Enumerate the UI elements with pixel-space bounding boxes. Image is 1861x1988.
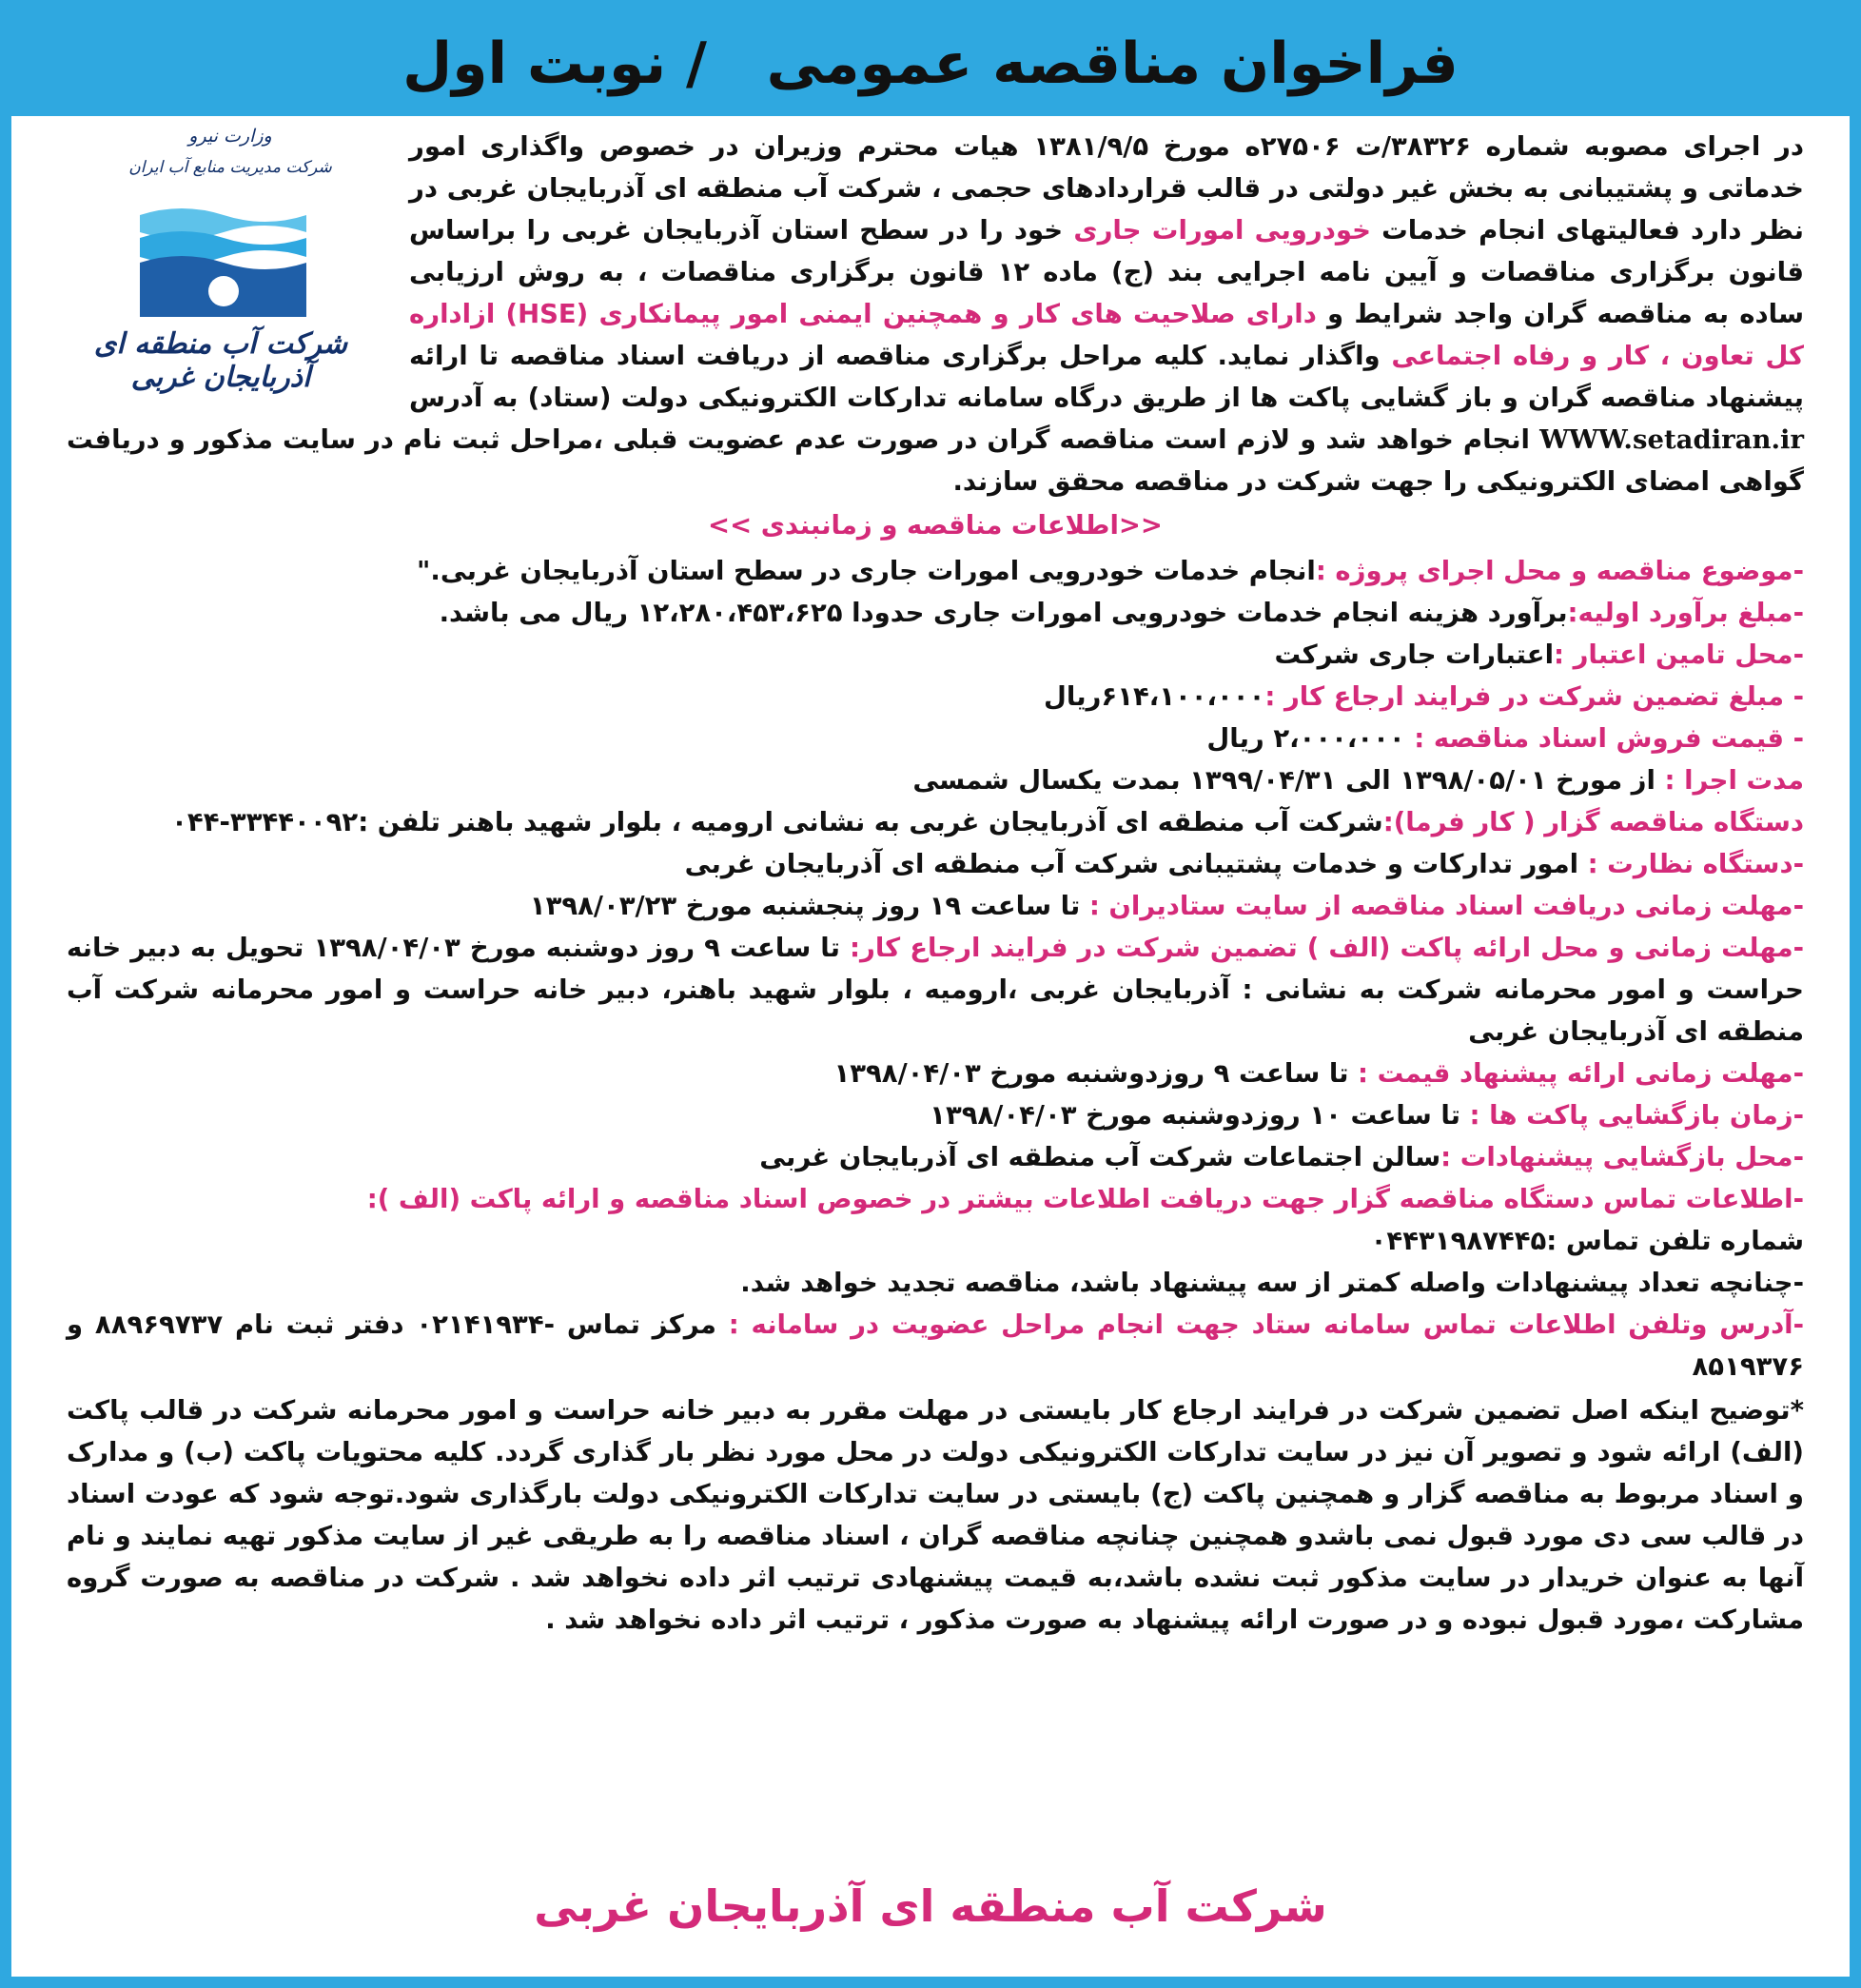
row-value: مرکز تماس -۰۲۱۴۱۹۳۴ دفتر ثبت نام ۸۸۹۶۹۷۳۷ و ۸۵۱۹۳۷۶ bbox=[67, 1309, 1804, 1382]
intro-text-1: در اجرای مصوبه شماره ۳۸۳۲۶/ت ۲۷۵۰۶ه مورخ ۱۳۸۱/۹/۵ هیات محترم وزیران در خصوص واگذاری امور خدماتی و پشتیبانی به بخش غیر دولتی در قالب قراردادهای حجمی ، شرکت آب منطقه ای آذربایجان غربی در نظر دارد فعالیتهای انجام خدمات bbox=[409, 131, 1804, 246]
intro-highlight-service: خودرویی امورات جاری bbox=[1073, 215, 1371, 246]
info-row-funding bbox=[67, 634, 1804, 676]
row-value: تا ساعت ۹ روز دوشنبه مورخ ۱۳۹۸/۰۴/۰۳ تحویل به دبیر خانه حراست و امور محرمانه شرکت به نشانی : آذربایجان غربی ،ارومیه ، بلوار شهید باهنر، دبیر خانه حراست و امور محرمانه شرکت آب منطقه ای آذربایجان غربی bbox=[67, 933, 1804, 1047]
logo-company-text: شرکت آب منطقه ای آذربایجان غربی bbox=[93, 327, 348, 394]
row-label: - مبلغ تضمین شرکت در فرایند ارجاع کار : bbox=[1264, 681, 1804, 712]
row-value: ۶۱۴،۱۰۰،۰۰۰ریال bbox=[1044, 681, 1265, 712]
row-label: -دستگاه نظارت : bbox=[1587, 849, 1804, 879]
logo-parent-company-text: شرکت مدیریت منابع آب ایران bbox=[128, 158, 332, 177]
row-label: -مهلت زمانی و محل ارائه پاکت (الف ) تضمین شرکت در فرایند ارجاع کار: bbox=[850, 933, 1805, 963]
renewal-note: -چنانچه تعداد پیشنهادات واصله کمتر از سه پیشنهاد باشد، مناقصه تجدید خواهد شد. bbox=[740, 1268, 1804, 1298]
info-row-guarantee bbox=[67, 676, 1804, 718]
setad-contact-row bbox=[67, 1304, 1804, 1388]
logo-space bbox=[67, 126, 409, 407]
row-value: ۲،۰۰۰،۰۰۰ ریال bbox=[1206, 723, 1415, 754]
row-label: مدت اجرا : bbox=[1664, 765, 1804, 796]
row-label: دستگاه مناقصه گزار ( کار فرما): bbox=[1382, 807, 1804, 837]
section-heading: <<اطلاعات مناقصه و زمانبندی >> bbox=[708, 510, 1163, 541]
contact-heading: -اطلاعات تماس دستگاه مناقصه گزار جهت دریافت اطلاعات بیشتر در خصوص اسناد مناقصه و ارائه پاکت (الف ): bbox=[366, 1184, 1804, 1214]
info-row-document-price bbox=[67, 718, 1804, 759]
row-label: -آدرس وتلفن اطلاعات تماس سامانه ستاد جهت انجام مراحل عضویت در سامانه : bbox=[728, 1309, 1805, 1340]
info-row-opening-time bbox=[67, 1094, 1804, 1136]
explanation-paragraph: *توضیح اینکه اصل تضمین شرکت در فرایند ارجاع کار بایستی در مهلت مقرر به دبیر خانه حراست و امور محرمانه شرکت در قالب پاکت (الف) ارائه شود و تصویر آن نیز در سایت تدارکات الکترونیکی دولت در محل مورد نظر بار گذاری گردد. کلیه محتویات پاکت (ب) و مدارک و اسناد مربوط به مناقصه گزار و همچنین پاکت (ج) بایستی در سایت تدارکات الکترونیکی دولت بارگذاری شود.توجه شود که عودت اسناد در قالب سی دی مورد قبول نمی باشدو همچنین چنانچه مناقصه گران ، اسناد مناقصه را به طریقی غیر از سایت مذکور تهیه نمایند و نام آنها به عنوان خریدار در سایت مذکور ثبت نشده باشد،به قیمت پیشنهادی ترتیب اثر داده نخواهد شد . شرکت در مناقصه به صورت گروه مشارکت ،مورد قبول نبوده و در صورت ارائه پیشنهاد به صورت مذکور ، ترتیب اثر داده نخواهد شد . bbox=[67, 1395, 1804, 1635]
row-value: اعتبارات جاری شرکت bbox=[1274, 640, 1554, 670]
row-value: امور تدارکات و خدمات پشتیبانی شرکت آب منطقه ای آذربایجان غربی bbox=[684, 849, 1588, 879]
row-value: تا ساعت ۹ روزدوشنبه مورخ ۱۳۹۸/۰۴/۰۳ bbox=[833, 1058, 1359, 1089]
row-label: -مهلت زمانی ارائه پیشنهاد قیمت : bbox=[1358, 1058, 1804, 1089]
info-row-duration bbox=[67, 759, 1804, 801]
row-label: -محل بازگشایی پیشنهادات : bbox=[1440, 1142, 1804, 1172]
row-value: شرکت آب منطقه ای آذربایجان غربی به نشانی ارومیه ، بلوار شهید باهنر تلفن :۳۳۴۴۰۰۹۲-۰۴۴ bbox=[171, 807, 1383, 837]
logo-ministry-text: وزارت نیرو bbox=[188, 126, 272, 147]
row-label: -مهلت زمانی دریافت اسناد مناقصه از سایت ستادیران : bbox=[1088, 891, 1804, 921]
notice-title: فراخوان مناقصه عمومی / نوبت اول bbox=[402, 30, 1459, 97]
title-bar bbox=[11, 11, 1850, 116]
row-value: برآورد هزینه انجام خدمات خودرویی امورات جاری حدودا ۱۲،۲۸۰،۴۵۳،۶۲۵ ریال می باشد. bbox=[439, 598, 1568, 628]
info-row-subject bbox=[67, 550, 1804, 592]
row-label: -زمان بازگشایی پاکت ها : bbox=[1469, 1100, 1804, 1131]
info-row-supervisor bbox=[67, 843, 1804, 885]
notice-body bbox=[67, 126, 1804, 1641]
info-row-bid-deadline bbox=[67, 1053, 1804, 1094]
contact-phone: شماره تلفن تماس :۰۴۴۳۱۹۸۷۴۴۵ bbox=[1370, 1226, 1804, 1256]
info-row-opening-place bbox=[67, 1136, 1804, 1178]
row-value: تا ساعت ۱۰ روزدوشنبه مورخ ۱۳۹۸/۰۴/۰۳ bbox=[930, 1100, 1470, 1131]
intro-highlight-qualification: دارای صلاحیت های کار و همچنین ایمنی امور پیمانکاری (HSE) ازاداره کل تعاون ، کار و رفاه اجتماعی bbox=[409, 299, 1804, 371]
intro-text-3: واگذار نماید. کلیه مراحل برگزاری مناقصه از دریافت اسناد مناقصه تا ارائه پیشنهاد مناقصه گران و باز گشایی پاکت ها از طریق درگاه سامانه تدارکات الکترونیکی دولت (ستاد) به آدرس bbox=[409, 341, 1804, 413]
row-value: از مورخ ۱۳۹۸/۰۵/۰۱ الی ۱۳۹۹/۰۴/۳۱ بمدت یکسال شمسی bbox=[912, 765, 1665, 796]
intro-text-2: خود را در سطح استان آذربایجان غربی را براساس قانون برگزاری مناقصات و آیین نامه اجرایی بند (ج) ماده ۱۲ قانون برگزاری مناقصات ، به روش ارزیابی ساده به مناقصه گران واجد شرایط و bbox=[409, 215, 1804, 329]
info-row-employer bbox=[67, 801, 1804, 843]
company-signature: شرکت آب منطقه ای آذربایجان غربی bbox=[534, 1880, 1327, 1932]
info-row-document-deadline bbox=[67, 885, 1804, 927]
info-row-estimate bbox=[67, 592, 1804, 634]
setad-website-link[interactable]: WWW.setadiran.ir bbox=[1539, 424, 1804, 455]
row-label: -موضوع مناقصه و محل اجرای پروژه : bbox=[1315, 556, 1804, 586]
row-value: سالن اجتماعات شرکت آب منطقه ای آذربایجان غربی bbox=[759, 1142, 1441, 1172]
intro-text-4: انجام خواهد شد و لازم است مناقصه گران در صورت عدم عضویت قبلی ،مراحل ثبت نام در سایت مذکور و دریافت گواهی امضای الکترونیکی را جهت شرکت در مناقصه محقق سازند. bbox=[67, 424, 1804, 497]
row-label: - قیمت فروش اسناد مناقصه : bbox=[1414, 723, 1804, 754]
row-value: تا ساعت ۱۹ روز پنجشنبه مورخ ۱۳۹۸/۰۳/۲۳ bbox=[529, 891, 1089, 921]
row-label: -مبلغ برآورد اولیه: bbox=[1567, 598, 1804, 628]
info-row-packet-a-deadline bbox=[67, 927, 1804, 1053]
row-value: انجام خدمات خودرویی امورات جاری در سطح استان آذربایجان غربی." bbox=[417, 556, 1316, 586]
row-label: -محل تامین اعتبار : bbox=[1554, 640, 1804, 670]
